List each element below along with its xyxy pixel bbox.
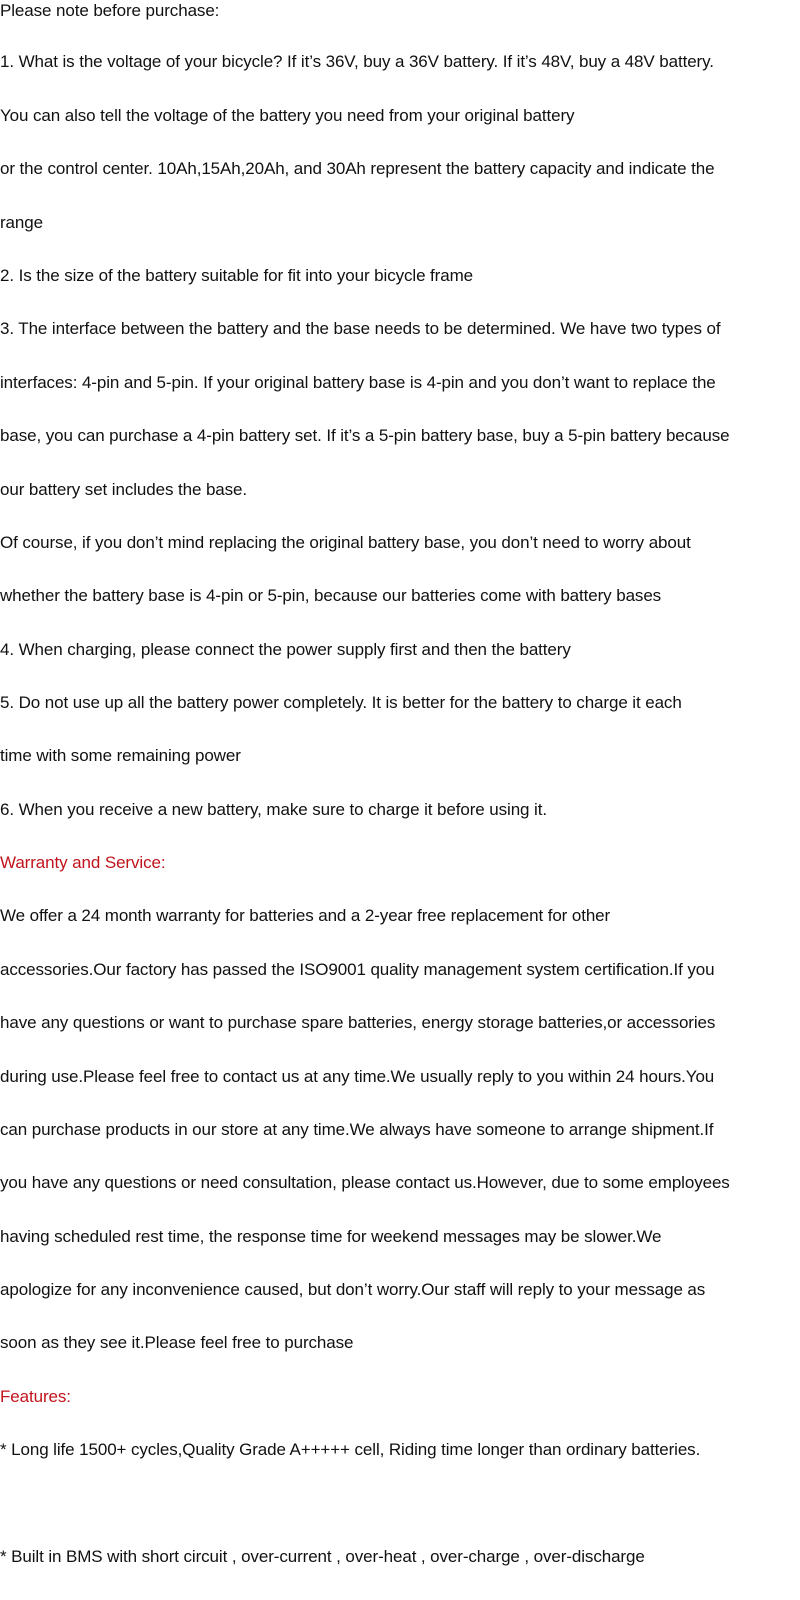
purchase-note-line: our battery set includes the base. (0, 480, 248, 499)
purchase-note-line: You can also tell the voltage of the battery you need from your original battery (0, 106, 575, 125)
purchase-note-line: time with some remaining power (0, 746, 241, 765)
feature-item: * Long life 1500+ cycles,Quality Grade A+++++ cell, Riding time longer than ordinary batteries. (0, 1440, 701, 1459)
purchase-notes-heading: Please note before purchase: (0, 1, 220, 20)
purchase-note-line: base, you can purchase a 4-pin battery set. If it’s a 5-pin battery base, buy a 5-pin battery because (0, 426, 730, 445)
purchase-note-line: 1. What is the voltage of your bicycle? If it’s 36V, buy a 36V battery. If it’s 48V, buy a 48V battery. (0, 52, 714, 71)
purchase-note-line: or the control center. 10Ah,15Ah,20Ah, and 30Ah represent the battery capacity and indicate the (0, 159, 715, 178)
purchase-note-line: whether the battery base is 4-pin or 5-pin, because our batteries come with battery bases (0, 586, 662, 605)
warranty-line: have any questions or want to purchase spare batteries, energy storage batteries,or accessories (0, 1013, 716, 1032)
purchase-note-line: 3. The interface between the battery and the base needs to be determined. We have two types of (0, 319, 721, 338)
purchase-note-line: 5. Do not use up all the battery power completely. It is better for the battery to charge it each (0, 693, 682, 712)
feature-item: * Built in BMS with short circuit , over-current , over-heat , over-charge , over-discharge (0, 1547, 645, 1566)
warranty-line: can purchase products in our store at any time.We always have someone to arrange shipment.If (0, 1120, 714, 1139)
warranty-line: soon as they see it.Please feel free to purchase (0, 1333, 354, 1352)
purchase-note-line: range (0, 213, 43, 232)
warranty-line: We offer a 24 month warranty for batteries and a 2-year free replacement for other (0, 906, 611, 925)
warranty-line: during use.Please feel free to contact us at any time.We usually reply to you within 24 hours.You (0, 1067, 715, 1086)
warranty-line: apologize for any inconvenience caused, but don’t worry.Our staff will reply to your message as (0, 1280, 706, 1299)
purchase-note-line: Of course, if you don’t mind replacing the original battery base, you don’t need to worry about (0, 533, 691, 552)
purchase-note-line: interfaces: 4-pin and 5-pin. If your original battery base is 4-pin and you don’t want to replace the (0, 373, 716, 392)
warranty-line: accessories.Our factory has passed the ISO9001 quality management system certification.If you (0, 960, 715, 979)
purchase-note-line: 4. When charging, please connect the power supply first and then the battery (0, 640, 571, 659)
purchase-note-line: 2. Is the size of the battery suitable for fit into your bicycle frame (0, 266, 474, 285)
warranty-line: you have any questions or need consultation, please contact us.However, due to some employees (0, 1173, 730, 1192)
purchase-note-line: 6. When you receive a new battery, make sure to charge it before using it. (0, 800, 547, 819)
warranty-heading: Warranty and Service: (0, 853, 166, 872)
features-heading: Features: (0, 1387, 71, 1406)
warranty-line: having scheduled rest time, the response time for weekend messages may be slower.We (0, 1227, 662, 1246)
